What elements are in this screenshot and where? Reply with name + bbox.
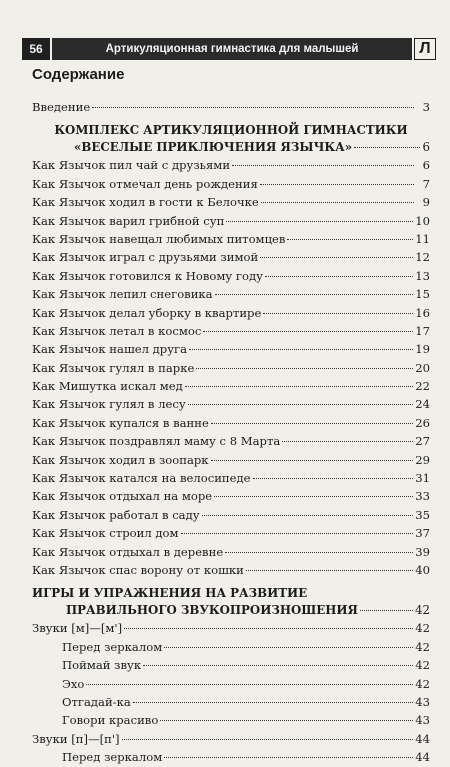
section-page: 6 xyxy=(422,140,430,155)
toc-entry-title: Говори красиво xyxy=(62,713,159,728)
toc-entry-title: Как Язычок отмечал день рождения xyxy=(32,176,258,191)
toc-entry-title: Как Язычок работал в саду xyxy=(32,507,200,522)
toc-entry-page: 27 xyxy=(415,434,430,449)
toc-entry-page: 39 xyxy=(415,544,430,559)
dot-leader xyxy=(86,684,413,685)
toc-entry-page: 9 xyxy=(422,195,430,210)
toc-entry xyxy=(32,432,430,450)
toc-entry xyxy=(32,748,430,766)
toc-entry-title: Как Язычок катался на велосипеде xyxy=(32,471,251,486)
dot-leader xyxy=(260,184,414,185)
toc-entry-page: 6 xyxy=(422,158,430,173)
dot-leader xyxy=(203,331,413,332)
toc-entry xyxy=(32,414,430,432)
toc-entry xyxy=(32,395,430,413)
toc-entry-title: Как Язычок ходил в гости к Белочке xyxy=(32,195,259,210)
toc-entry-page: 44 xyxy=(415,731,430,746)
toc-entry-title: Как Язычок летал в космос xyxy=(32,323,202,338)
toc-entry-title: Введение xyxy=(32,100,91,114)
toc-entry xyxy=(32,730,430,748)
dot-leader xyxy=(160,720,413,721)
toc-entry-page: 15 xyxy=(415,287,430,302)
toc-entry xyxy=(32,285,430,303)
toc-entry-title: Как Язычок варил грибной суп xyxy=(32,213,225,228)
toc-entry xyxy=(32,693,430,711)
toc-entry xyxy=(32,359,430,377)
toc-entry-page: 37 xyxy=(415,526,430,541)
toc-entry-title: Звуки [м]—[м'] xyxy=(32,621,123,636)
toc-entry-title: Как Язычок лепил снеговика xyxy=(32,287,213,302)
toc-entry-page: 17 xyxy=(415,323,430,338)
toc-entry-title: Как Язычок купался в ванне xyxy=(32,415,209,430)
toc-entry-intro xyxy=(32,98,430,116)
toc-entry-title: Как Язычок отдыхал в деревне xyxy=(32,544,224,559)
toc-entry-page: 19 xyxy=(415,342,430,357)
toc-entry xyxy=(32,638,430,656)
toc-entry-page: 33 xyxy=(415,489,430,504)
toc-entry-page: 29 xyxy=(415,452,430,467)
dot-leader xyxy=(214,496,413,497)
dot-leader xyxy=(261,202,414,203)
toc-entry xyxy=(32,451,430,469)
dot-leader xyxy=(92,107,414,108)
dot-leader xyxy=(246,570,413,571)
toc-entry-page: 22 xyxy=(415,379,430,394)
dot-leader xyxy=(225,552,413,553)
toc-entry-page: 3 xyxy=(422,100,430,114)
toc-entry xyxy=(32,675,430,693)
toc-entry-title: Как Язычок готовился к Новому году xyxy=(32,268,263,283)
toc-entry xyxy=(32,506,430,524)
toc-entry-page: 44 xyxy=(415,750,430,765)
toc-entry xyxy=(32,267,430,285)
dot-leader xyxy=(185,386,414,387)
toc-entry xyxy=(32,377,430,395)
toc-entry xyxy=(32,304,430,322)
toc-entry-page: 42 xyxy=(415,658,430,673)
toc-entry xyxy=(32,619,430,637)
toc-entry-page: 42 xyxy=(415,639,430,654)
running-header xyxy=(22,38,436,60)
dot-leader xyxy=(253,478,414,479)
toc-entry xyxy=(32,561,430,579)
toc-entry-page: 35 xyxy=(415,507,430,522)
toc-entry xyxy=(32,212,430,230)
dot-leader xyxy=(202,515,414,516)
toc-entry-title: Эхо xyxy=(62,676,85,691)
running-title: Артикуляционная гимнастика для малышей xyxy=(52,38,412,60)
toc-entry xyxy=(32,487,430,505)
toc-entry-title: Как Язычок поздравлял маму с 8 Марта xyxy=(32,434,281,449)
toc-entry-title: Как Язычок строил дом xyxy=(32,526,179,541)
toc-entry-title: Как Язычок гулял в парке xyxy=(32,360,195,375)
dot-leader xyxy=(263,313,413,314)
toc-entry-page: 43 xyxy=(415,694,430,709)
toc-entry-title: Как Язычок нашел друга xyxy=(32,342,188,357)
toc-entry-page: 13 xyxy=(415,268,430,283)
toc-entry-page: 42 xyxy=(415,621,430,636)
toc-entry-title: Как Язычок пил чай с друзьями xyxy=(32,158,231,173)
dot-leader xyxy=(164,647,413,648)
toc-entry-title: Перед зеркалом xyxy=(62,750,163,765)
toc-entry xyxy=(32,469,430,487)
dot-leader xyxy=(282,441,413,442)
dot-leader xyxy=(265,276,413,277)
toc-entry xyxy=(32,248,430,266)
section-page: 42 xyxy=(414,603,430,618)
dot-leader xyxy=(188,404,414,405)
section2-entries xyxy=(32,619,430,766)
toc-entry-title: Как Язычок делал уборку в квартире xyxy=(32,305,262,320)
toc-entry-title: Как Язычок ходил в зоопарк xyxy=(32,452,209,467)
toc-entry-title: Поймай звук xyxy=(62,658,142,673)
toc-entry-page: 10 xyxy=(415,213,430,228)
dot-leader xyxy=(189,349,413,350)
dot-leader xyxy=(211,460,414,461)
toc-entry-page: 42 xyxy=(415,676,430,691)
toc-entry-title: Звуки [п]—[п'] xyxy=(32,731,120,746)
toc-entry xyxy=(32,175,430,193)
dot-leader xyxy=(360,610,413,611)
section1-entries xyxy=(32,156,430,579)
toc-entry-page: 12 xyxy=(415,250,430,265)
toc-entry-title: Как Язычок гулял в лесу xyxy=(32,397,186,412)
toc-entry-page: 43 xyxy=(415,713,430,728)
toc-entry-title: Как Мишутка искал мед xyxy=(32,379,183,394)
dot-leader xyxy=(354,147,420,148)
dot-leader xyxy=(196,368,413,369)
dot-leader xyxy=(215,294,414,295)
page-number: 56 xyxy=(22,38,50,60)
section-heading-text: ПРАВИЛЬНОГО ЗВУКОПРОИЗНОШЕНИЯ xyxy=(66,603,358,618)
toc-entry-title: Отгадай-ка xyxy=(62,694,131,709)
section-heading-line2 xyxy=(32,139,430,156)
table-of-contents xyxy=(32,98,430,767)
toc-entry-title: Как Язычок отдыхал на море xyxy=(32,489,213,504)
dot-leader xyxy=(122,739,414,740)
toc-entry xyxy=(32,656,430,674)
toc-entry-page: 31 xyxy=(415,471,430,486)
dot-leader xyxy=(164,757,413,758)
dot-leader xyxy=(287,239,413,240)
toc-entry xyxy=(32,230,430,248)
toc-entry-page: 20 xyxy=(415,360,430,375)
dot-leader xyxy=(260,257,413,258)
toc-entry-page: 7 xyxy=(422,176,430,191)
toc-entry xyxy=(32,711,430,729)
section2-heading-line2 xyxy=(32,602,430,619)
section-mark: Л xyxy=(414,38,436,60)
toc-entry-page: 11 xyxy=(415,231,430,246)
toc-entry xyxy=(32,524,430,542)
toc-heading: Содержание xyxy=(32,66,125,83)
toc-entry-title: Перед зеркалом xyxy=(62,639,163,654)
toc-entry xyxy=(32,322,430,340)
toc-entry-page: 26 xyxy=(415,415,430,430)
toc-entry-title: Как Язычок играл с друзьями зимой xyxy=(32,250,259,265)
toc-entry xyxy=(32,543,430,561)
toc-entry xyxy=(32,193,430,211)
section2-heading-line1: ИГРЫ И УПРАЖНЕНИЯ НА РАЗВИТИЕ xyxy=(32,586,308,601)
toc-entry-page: 24 xyxy=(415,397,430,412)
toc-entry-title: Как Язычок спас ворону от кошки xyxy=(32,562,244,577)
dot-leader xyxy=(226,221,413,222)
toc-entry-page: 16 xyxy=(415,305,430,320)
dot-leader xyxy=(181,533,414,534)
section-heading-line1: КОМПЛЕКС АРТИКУЛЯЦИОННОЙ ГИМНАСТИКИ xyxy=(54,123,408,138)
toc-entry xyxy=(32,156,430,174)
dot-leader xyxy=(211,423,413,424)
toc-entry xyxy=(32,340,430,358)
dot-leader xyxy=(124,628,413,629)
dot-leader xyxy=(232,165,414,166)
dot-leader xyxy=(133,702,413,703)
toc-entry-page: 40 xyxy=(415,562,430,577)
dot-leader xyxy=(143,665,413,666)
section-heading-text: «ВЕСЕЛЫЕ ПРИКЛЮЧЕНИЯ ЯЗЫЧКА» xyxy=(74,140,353,155)
toc-entry-title: Как Язычок навещал любимых питомцев xyxy=(32,231,286,246)
